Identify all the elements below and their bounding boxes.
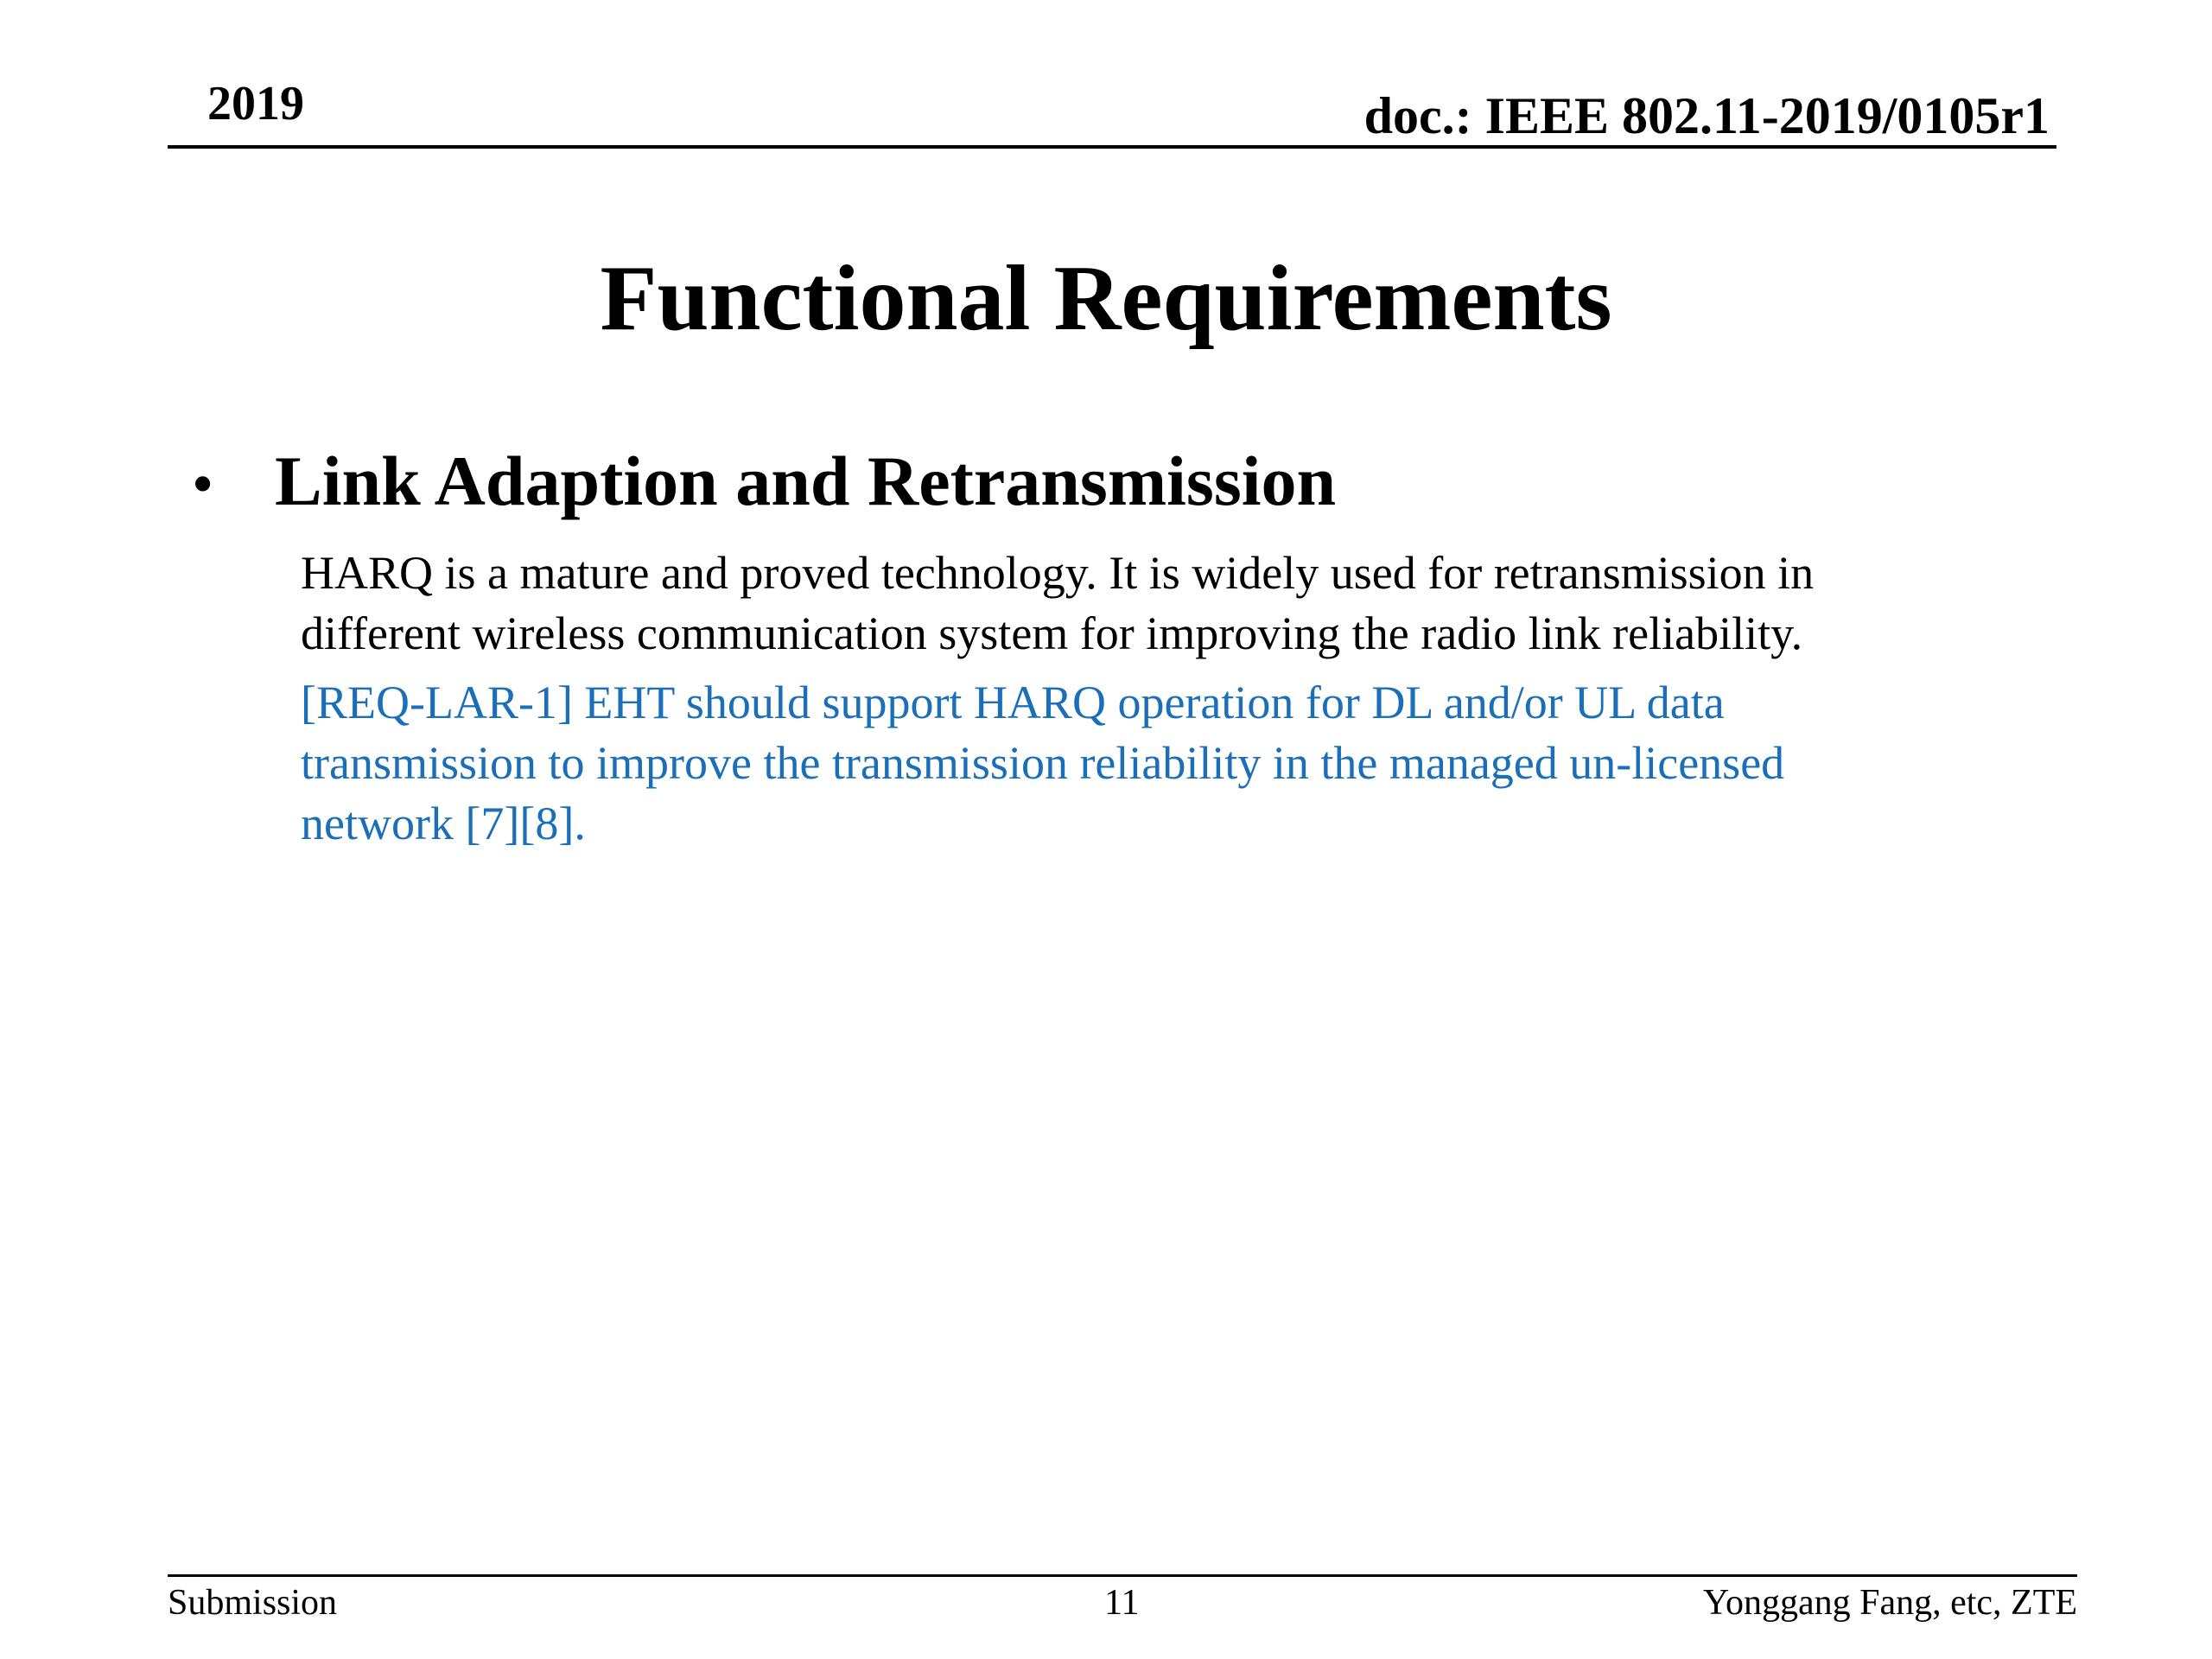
requirement-paragraph: [REQ-LAR-1] EHT should support HARQ operation for DL and/or UL data transmission to improve the transmission reliability in the managed un-licensed network [7][8]. [301,677,1785,849]
header-year: 2019 [207,77,304,130]
footer-submission: Submission [168,1583,338,1623]
bullet-item [192,442,1337,520]
body-paragraph: HARQ is a mature and proved technology. It is widely used for retransmission in different wireless communication system for improving the radio link reliability. [301,547,1815,659]
header-divider [168,145,2056,149]
footer-divider [168,1574,2077,1577]
bullet-marker: • [192,449,214,518]
header-doc-id: doc.: IEEE 802.11-2019/0105r1 [1363,87,2050,144]
bullet-heading: Link Adaption and Retransmission [275,442,1337,520]
footer-author: Yonggang Fang, etc, ZTE [1702,1583,2077,1623]
slide-title: Functional Requirements [600,247,1612,350]
footer-page-number: 11 [1104,1583,1140,1623]
